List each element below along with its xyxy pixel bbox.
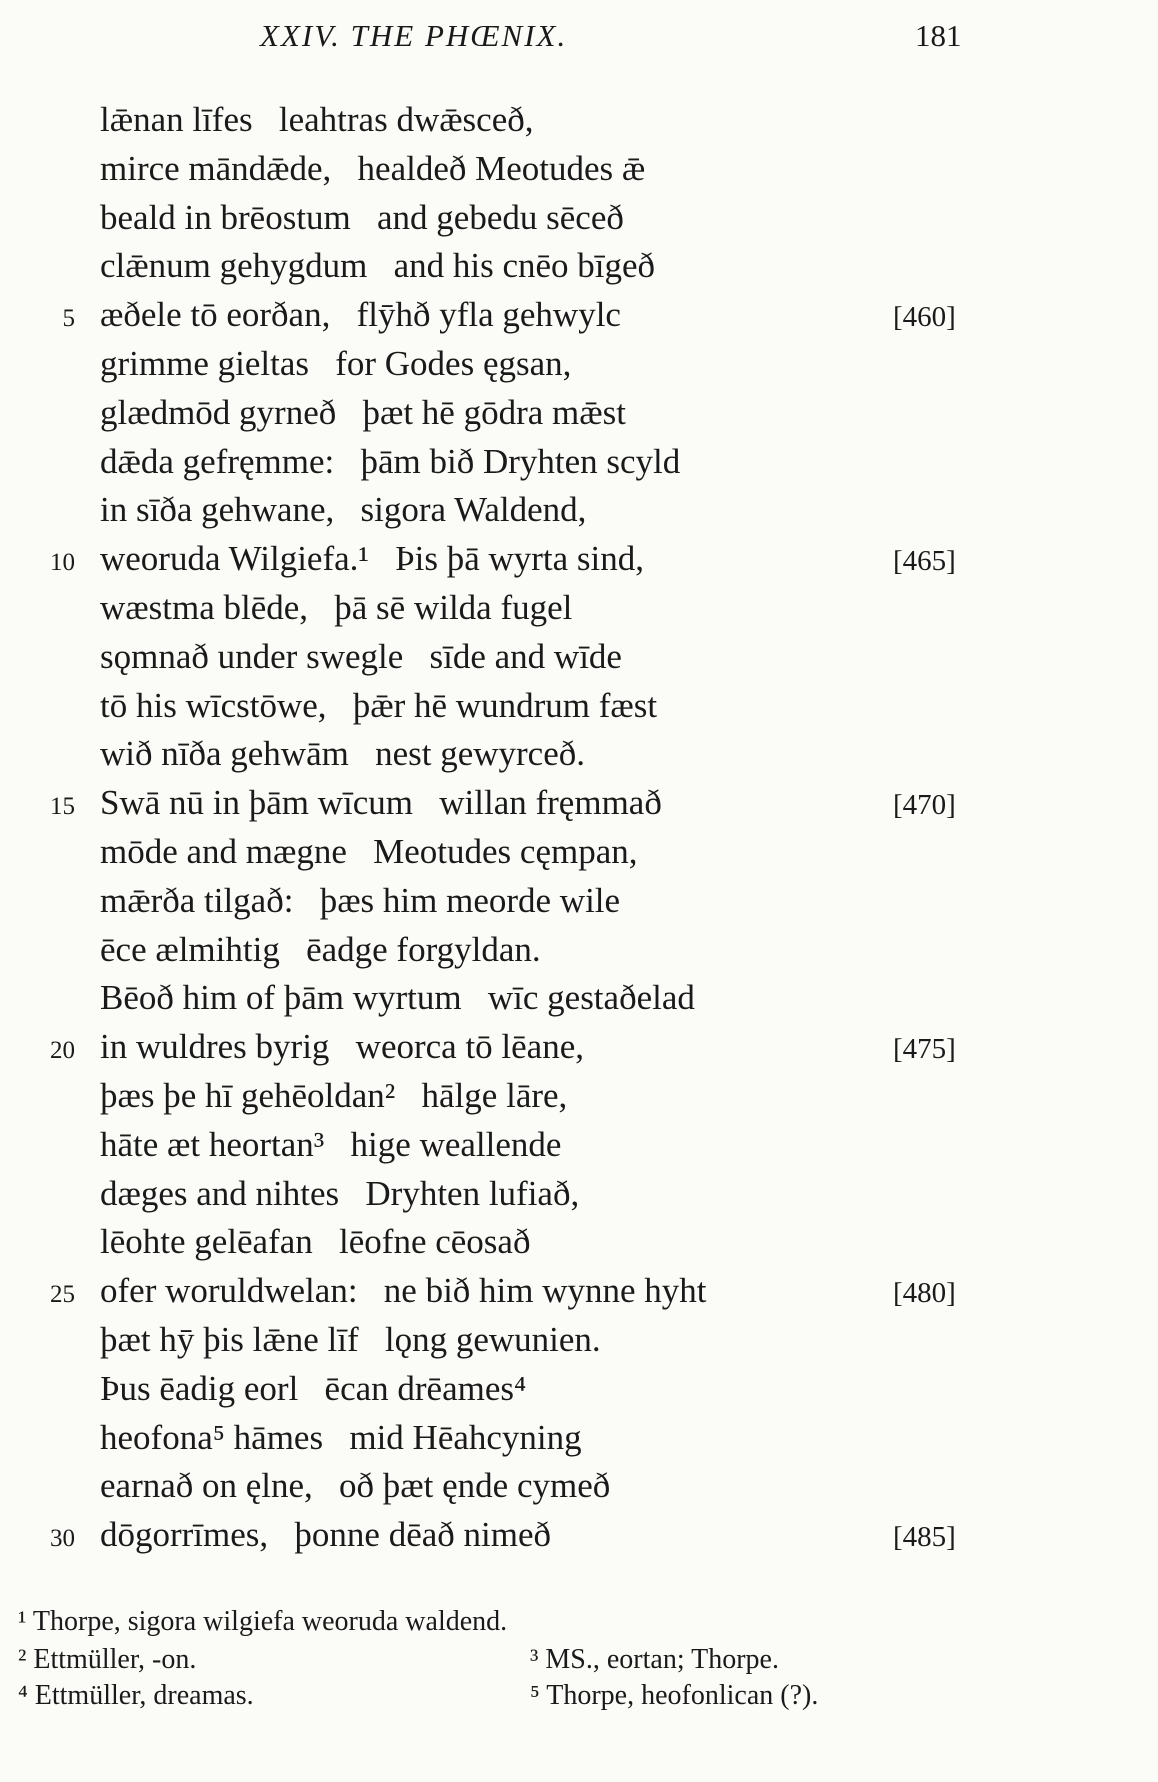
verse-text: lǣnan līfes leahtras dwǣsceð, (100, 100, 534, 139)
verse-text: lēohte gelēafan lēofne cēosað (100, 1222, 531, 1262)
verse-text: tō his wīcstōwe, þǣr hē wundrum fæst (100, 685, 658, 725)
line-reference: [485] (893, 1521, 956, 1554)
footnote-2: ² Ettmüller, -on. (18, 1644, 197, 1675)
line-reference: [465] (893, 545, 956, 578)
verse-text: in wuldres byrig weorca tō lēane, (100, 1027, 585, 1067)
verse-line (0, 828, 1158, 877)
verse-line (0, 1462, 1158, 1511)
verse-text: Þus ēadig eorl ēcan drēames⁴ (100, 1368, 527, 1408)
verse-line (0, 1316, 1158, 1365)
footnote-1: ¹ Thorpe, sigora wilgiefa weoruda waldend. (18, 1606, 508, 1637)
verse-line (0, 1072, 1158, 1121)
verse-line (0, 535, 1158, 584)
poem-text (0, 96, 1158, 1560)
verse-line (0, 877, 1158, 926)
verse-line (0, 926, 1158, 975)
verse-line (0, 291, 1158, 340)
line-number: 5 (62, 305, 75, 333)
verse-text: heofona⁵ hāmes mid Hēahcyning (100, 1417, 582, 1457)
verse-text: dæges and nihtes Dryhten lufiað, (100, 1173, 580, 1213)
verse-line (0, 1023, 1158, 1072)
verse-line (0, 438, 1158, 487)
verse-line (0, 1218, 1158, 1267)
page-header (0, 18, 1158, 62)
verse-line (0, 1121, 1158, 1170)
verse-text: mōde and mægne Meotudes cęmpan, (100, 831, 638, 871)
verse-line (0, 145, 1158, 194)
verse-line (0, 1267, 1158, 1316)
verse-text: Bēoð him of þām wyrtum wīc gestaðelad (100, 978, 695, 1018)
verse-text: dōgorrīmes, þonne dēað nimeð (100, 1515, 552, 1555)
verse-line (0, 1170, 1158, 1219)
verse-line (0, 1414, 1158, 1463)
line-number: 10 (50, 549, 75, 577)
verse-line (0, 682, 1158, 731)
verse-text: ofer woruldwelan: ne bið him wynne hyht (100, 1271, 707, 1311)
verse-text: æðele tō eorðan, flȳhð yfla gehwylc (100, 295, 621, 335)
verse-line (0, 779, 1158, 828)
running-title: XXIV. THE PHŒNIX. (260, 18, 568, 53)
verse-line (0, 974, 1158, 1023)
verse-line (0, 1511, 1158, 1560)
verse-text: wæstma blēde, þā sē wilda fugel (100, 587, 573, 627)
verse-text: ēce ælmihtig ēadge forgyldan. (100, 929, 541, 969)
verse-line (0, 1365, 1158, 1414)
verse-line (0, 340, 1158, 389)
verse-text: beald in brēostum and gebedu sēceð (100, 197, 624, 237)
verse-text: glædmōd gyrneð þæt hē gōdra mǣst (100, 392, 626, 432)
verse-line (0, 486, 1158, 535)
verse-text: wið nīða gehwām nest gewyrceð. (100, 734, 585, 774)
verse-line (0, 194, 1158, 243)
verse-line (0, 584, 1158, 633)
verse-text: mǣrða tilgað: þæs him meorde wile (100, 880, 621, 920)
verse-text: earnað on ęlne, oð þæt ęnde cymeð (100, 1466, 611, 1506)
line-number: 30 (50, 1525, 75, 1553)
verse-text: weoruda Wilgiefa.¹ Þis þā wyrta sind, (100, 539, 645, 579)
verse-text: hāte æt heortan³ hige weallende (100, 1124, 562, 1164)
footnote-3: ³ MS., eortan; Thorpe. (530, 1644, 779, 1675)
verse-text: in sīða gehwane, sigora Waldend, (100, 490, 587, 530)
line-number: 25 (50, 1281, 75, 1309)
verse-line (0, 96, 1158, 145)
verse-text: þæt hȳ þis lǣne līf lǫng gewunien. (100, 1319, 601, 1359)
verse-text: þæs þe hī gehēoldan² hālge lāre, (100, 1075, 568, 1115)
line-reference: [480] (893, 1277, 956, 1310)
footnote-5: ⁵ Thorpe, heofonlican (?). (530, 1680, 819, 1711)
line-reference: [460] (893, 301, 956, 334)
verse-line (0, 389, 1158, 438)
verse-text: Swā nū in þām wīcum willan fręmmað (100, 783, 662, 823)
line-reference: [470] (893, 789, 956, 822)
verse-line (0, 242, 1158, 291)
verse-text: dǣda gefręmme: þām bið Dryhten scyld (100, 441, 681, 481)
line-reference: [475] (893, 1033, 956, 1066)
verse-text: clǣnum gehygdum and his cnēo bīgeð (100, 246, 656, 286)
verse-text: grimme gieltas for Godes ęgsan, (100, 343, 572, 383)
page-number: 181 (915, 18, 962, 53)
verse-line (0, 633, 1158, 682)
verse-line (0, 730, 1158, 779)
verse-text: sǫmnað under swegle sīde and wīde (100, 636, 622, 676)
footnote-4: ⁴ Ettmüller, dreamas. (18, 1680, 254, 1711)
verse-text: mirce māndǣde, healdeð Meotudes ǣ (100, 148, 646, 188)
line-number: 15 (50, 793, 75, 821)
line-number: 20 (50, 1037, 75, 1065)
